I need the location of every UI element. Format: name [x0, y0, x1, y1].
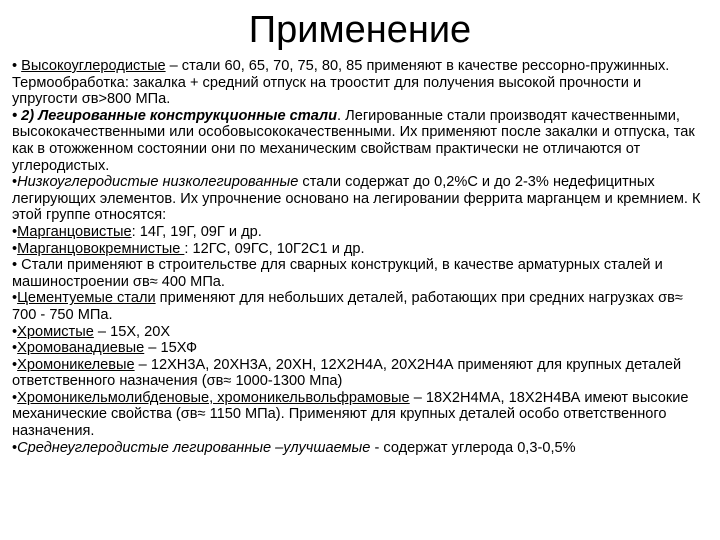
- paragraph-text: •: [12, 340, 18, 357]
- emphasis-term: Марганцовистые: [17, 223, 132, 240]
- paragraph-text: •: [12, 223, 18, 240]
- paragraph-text: •: [12, 58, 22, 74]
- bullet-paragraph: [12, 390, 708, 440]
- paragraph-text: применяют для небольших деталей, работающих при средних нагрузках σв≈ 700 - 750 МПа.: [12, 290, 683, 323]
- paragraph-text: – 15ХФ: [144, 340, 198, 357]
- emphasis-term: Цементуемые стали: [17, 290, 156, 307]
- bullet-paragraph: [12, 241, 708, 258]
- bullet-paragraph: [12, 58, 708, 108]
- paragraph-text: : 12ГС, 09ГС, 10Г2С1 и др.: [184, 240, 365, 257]
- paragraph-text: •: [12, 389, 18, 406]
- slide-body: [12, 58, 708, 456]
- bullet-paragraph: [12, 440, 708, 457]
- bullet-paragraph: [12, 224, 708, 241]
- paragraph-text: – стали 60, 65, 70, 75, 80, 85 применяют в качестве рессорно-пружинных. Термообработка: закалка + средний отпуск на троостит для получения высокой прочности и упругости σв>800 МПа.: [12, 58, 670, 108]
- emphasis-term: Хромоникельмолибденовые, хромоникельвольфрамовые: [17, 389, 410, 406]
- emphasis-term: Хромоникелевые: [17, 356, 135, 373]
- paragraph-text: . Легированные стали производят качественными, высококачественными или особовысококачественными. Их применяют после закалки и отпуска, так как в отожженном состоянии они по механическим свойствам практически не отличаются от углеродистых.: [12, 107, 695, 174]
- bullet-paragraph: [12, 324, 708, 341]
- paragraph-text: • Стали применяют в строительстве для сварных конструкций, в качестве арматурных сталей и машиностроении σв≈ 400 МПа.: [12, 257, 663, 290]
- bullet-paragraph: [12, 257, 708, 290]
- paragraph-text: •: [12, 323, 18, 340]
- emphasis-term: Марганцовокремнистые: [17, 240, 185, 257]
- paragraph-text: : 14Г, 19Г, 09Г и др.: [131, 223, 262, 240]
- bullet-paragraph: [12, 174, 708, 224]
- paragraph-text: •: [12, 439, 18, 456]
- paragraph-text: •: [12, 240, 18, 257]
- paragraph-text: стали содержат до 0,2%С и до 2-3% недефицитных легирующих элементов. Их упрочнение основано на легировании феррита марганцем и кремнием. К этой группе относятся:: [12, 174, 701, 224]
- paragraph-text: •: [12, 290, 18, 307]
- paragraph-text: – 18Х2Н4МА, 18Х2Н4ВА имеют высокие механические свойства (σв≈ 1150 МПа). Применяют для крупных деталей особо ответственного назначения.: [12, 389, 689, 440]
- slide-title: Применение: [248, 9, 472, 51]
- emphasis-term: Среднеуглеродистые легированные –улучшаемые: [17, 439, 371, 456]
- paragraph-text: – 12ХН3А, 20ХН3А, 20ХН, 12Х2Н4А, 20Х2Н4А применяют для крупных деталей ответственного назначения (σв≈ 1000-1300 Мпа): [12, 356, 682, 390]
- emphasis-term: Хромистые: [17, 323, 94, 340]
- paragraph-text: – 15Х, 20Х: [93, 323, 171, 340]
- bullet-paragraph: [12, 357, 708, 390]
- bullet-paragraph: [12, 108, 708, 174]
- paragraph-text: - содержат углерода 0,3-0,5%: [370, 439, 576, 456]
- emphasis-term: • 2) Легированные конструкционные стали: [12, 107, 338, 124]
- emphasis-term: Низкоуглеродистые низколегированные: [17, 174, 299, 191]
- emphasis-term: Высокоуглеродистые: [21, 58, 166, 74]
- emphasis-term: Хромованадиевые: [17, 340, 145, 357]
- paragraph-text: •: [12, 174, 18, 191]
- bullet-paragraph: [12, 340, 708, 357]
- bullet-paragraph: [12, 290, 708, 323]
- paragraph-text: •: [12, 356, 18, 373]
